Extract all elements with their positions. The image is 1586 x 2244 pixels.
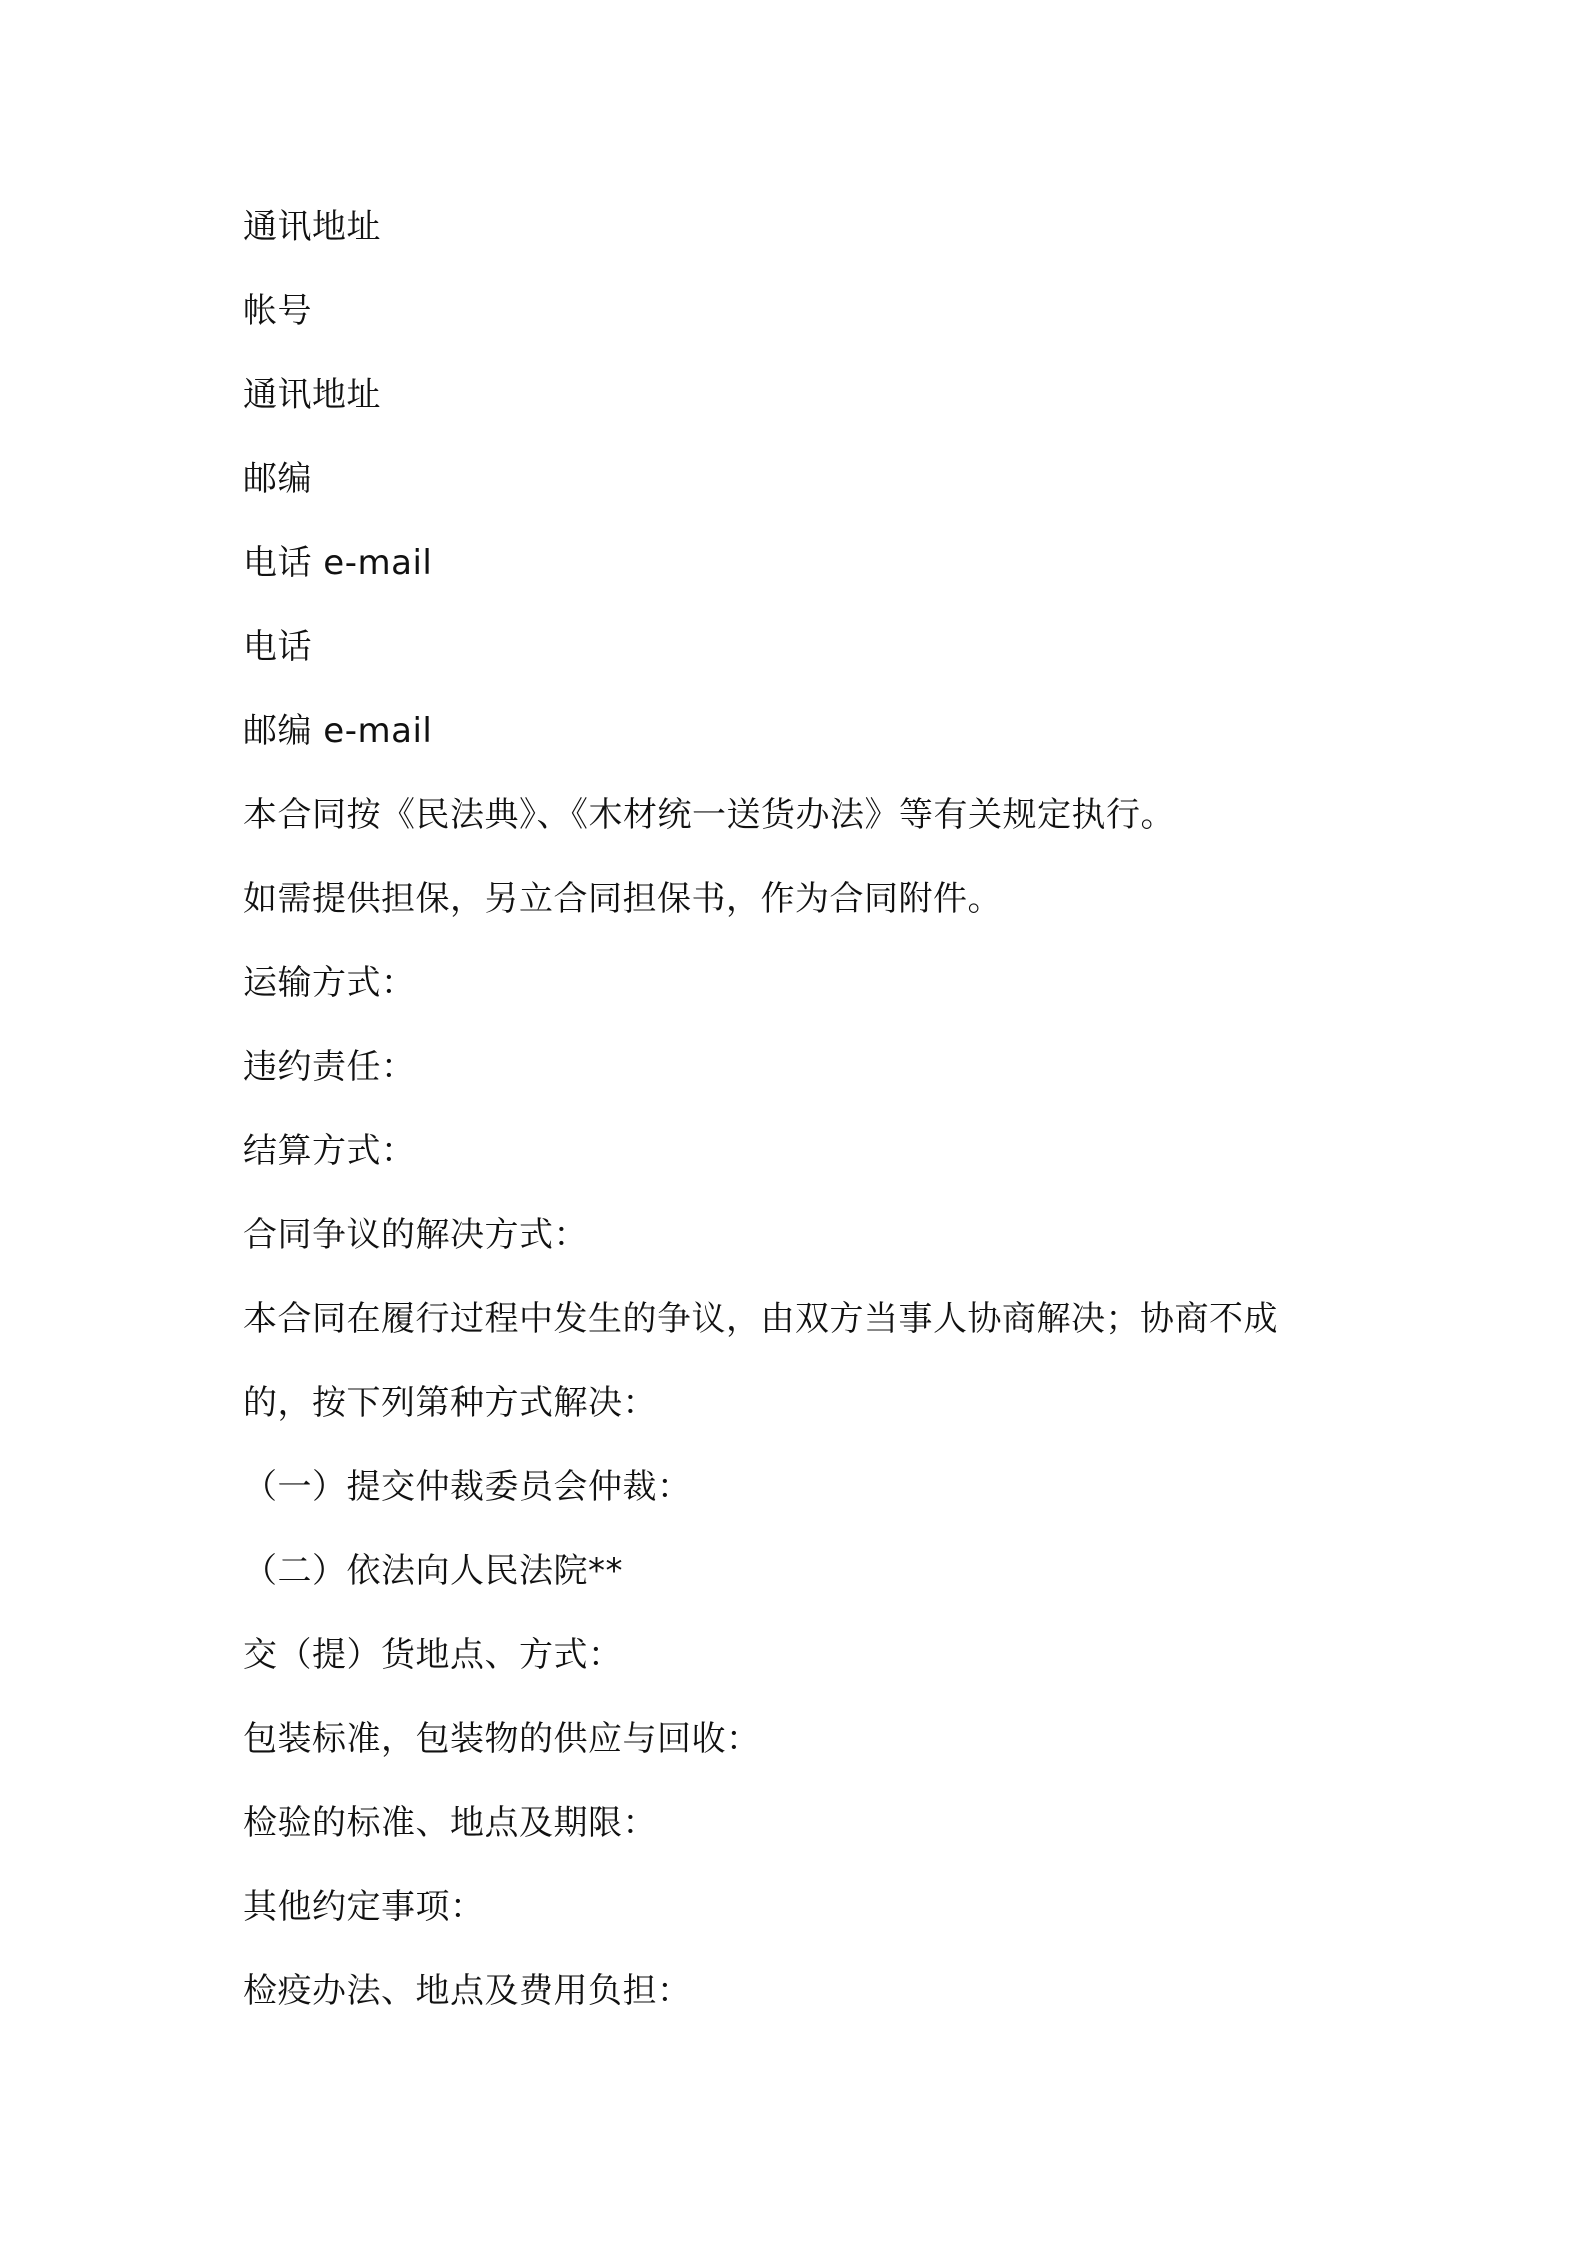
text-line: （一）提交仲裁委员会仲裁： <box>243 1467 692 1507</box>
text-line: 结算方式： <box>243 1131 416 1171</box>
text-line: 合同争议的解决方式： <box>243 1215 588 1255</box>
text-line: 帐号 <box>243 291 312 331</box>
text-line: 电话 <box>243 627 312 667</box>
text-line: 本合同在履行过程中发生的争议，由双方当事人协商解决；协商不成 <box>243 1299 1278 1339</box>
text-line: 运输方式： <box>243 963 416 1003</box>
text-line: 如需提供担保，另立合同担保书，作为合同附件。 <box>243 879 1002 919</box>
text-line: （二）依法向人民法院** <box>243 1551 623 1591</box>
text-line: 电话 e-mail <box>243 543 433 583</box>
text-line: 本合同按《民法典》、《木材统一送货办法》等有关规定执行。 <box>243 795 1175 835</box>
text-line: 交（提）货地点、方式： <box>243 1635 623 1675</box>
text-line: 检验的标准、地点及期限： <box>243 1803 657 1843</box>
text-line: 违约责任： <box>243 1047 416 1087</box>
text-line: 通讯地址 <box>243 207 381 247</box>
text-line: 包装标准，包装物的供应与回收： <box>243 1719 761 1759</box>
text-line: 通讯地址 <box>243 375 381 415</box>
text-line: 邮编 e-mail <box>243 711 433 751</box>
text-line: 邮编 <box>243 459 312 499</box>
text-line: 的，按下列第种方式解决： <box>243 1383 657 1423</box>
text-line: 检疫办法、地点及费用负担： <box>243 1971 692 2011</box>
text-line: 其他约定事项： <box>243 1887 485 1927</box>
